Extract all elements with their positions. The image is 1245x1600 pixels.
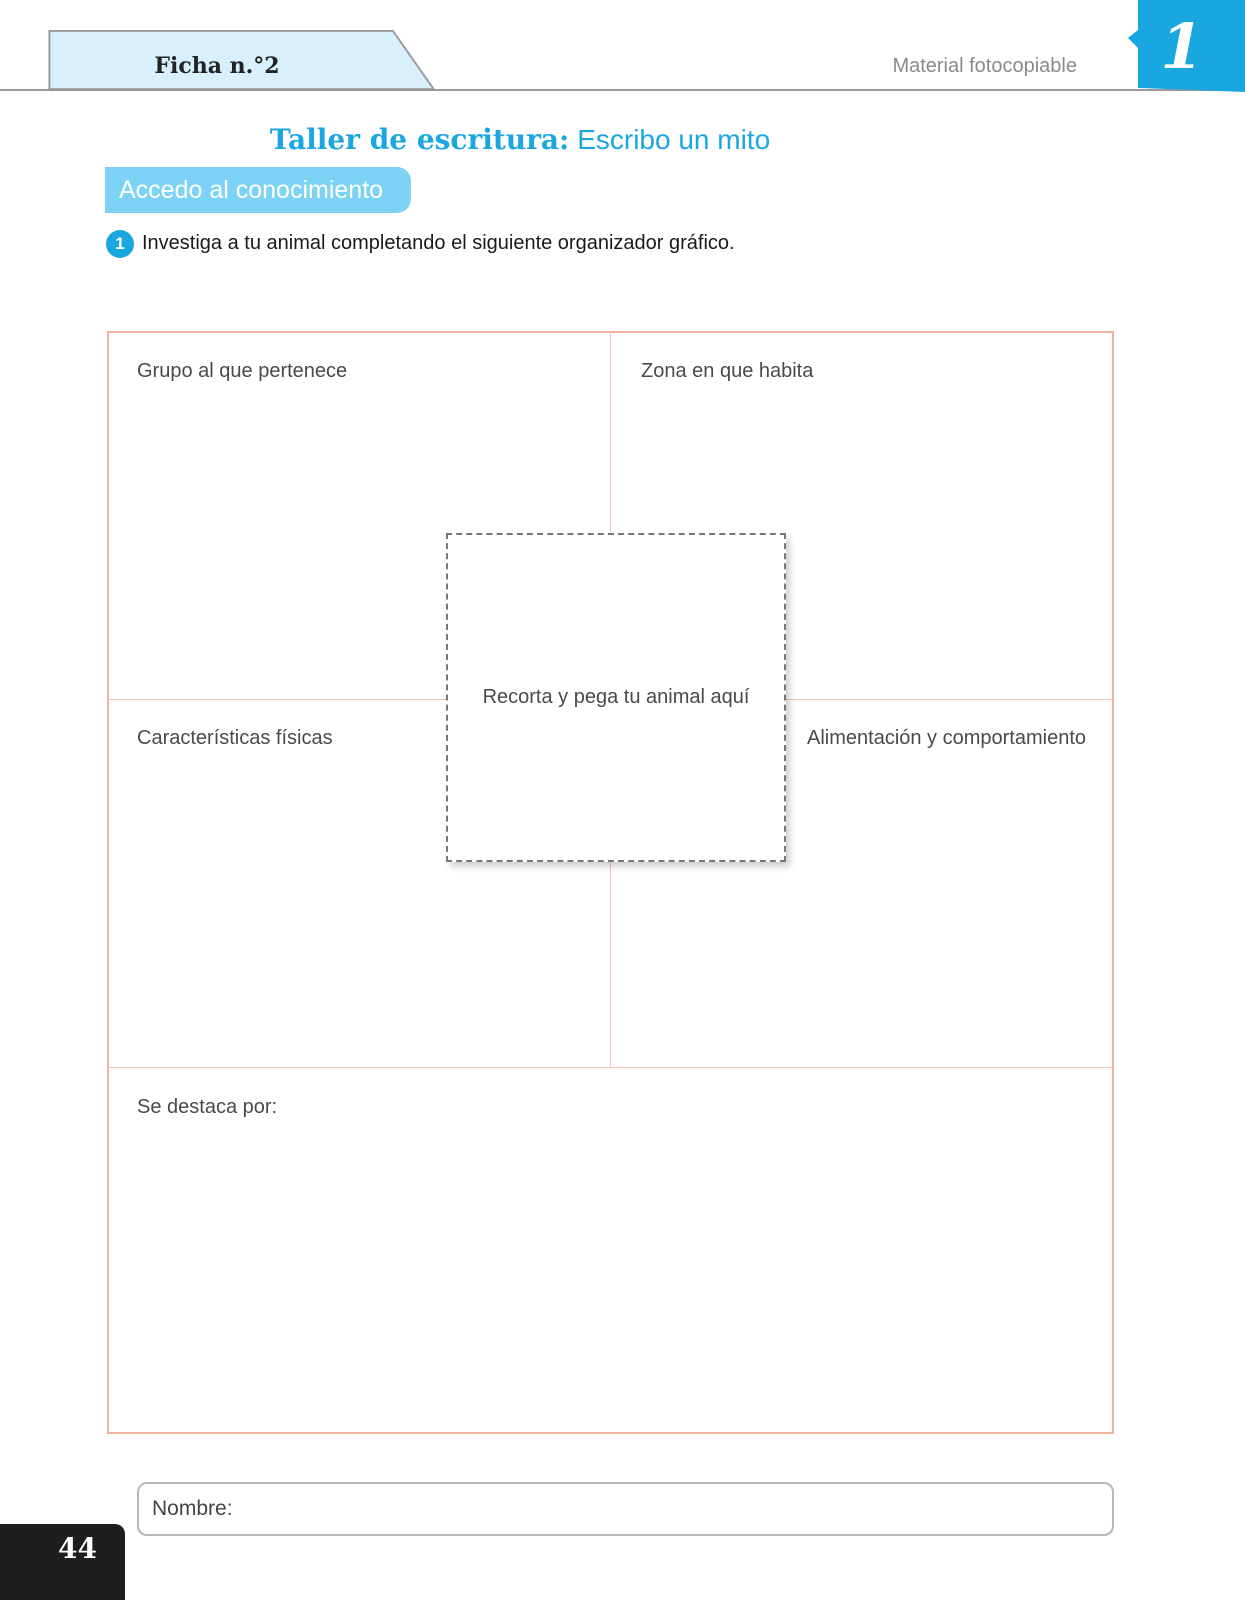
ficha-label: Ficha n.°2 [154, 53, 280, 79]
activity-number-badge: 1 [106, 230, 134, 258]
name-label: Nombre: [152, 1497, 233, 1520]
cell-label-highlight: Se destaca por: [137, 1096, 278, 1118]
organizer-divider-vertical-top [610, 332, 611, 532]
cell-label-zone: Zona en que habita [641, 360, 814, 382]
organizer-divider-vertical-bottom [610, 862, 611, 1067]
activity-instruction: Investiga a tu animal completando el siguiente organizador gráfico. [142, 232, 735, 254]
cell-label-feeding: Alimentación y comportamiento [807, 727, 1087, 749]
organizer-divider-left [108, 699, 446, 700]
page-number: 44 [58, 1532, 97, 1565]
unit-number: 1 [1160, 10, 1204, 83]
cell-label-group: Grupo al que pertenece [137, 360, 348, 382]
title-light: Escribo un mito [577, 124, 771, 155]
organizer-divider-bottom [108, 1067, 1113, 1068]
paste-animal-box [446, 533, 786, 862]
material-label: Material fotocopiable [892, 55, 1077, 77]
paste-animal-label: Recorta y pega tu animal aquí [482, 686, 750, 708]
section-pill: Accedo al conocimiento [105, 167, 411, 213]
page-title [0, 123, 1040, 156]
title-bold: Taller de escritura: [269, 123, 570, 156]
name-field[interactable] [137, 1482, 1114, 1536]
organizer-divider-right [786, 699, 1113, 700]
cell-label-physical: Características físicas [137, 727, 333, 749]
